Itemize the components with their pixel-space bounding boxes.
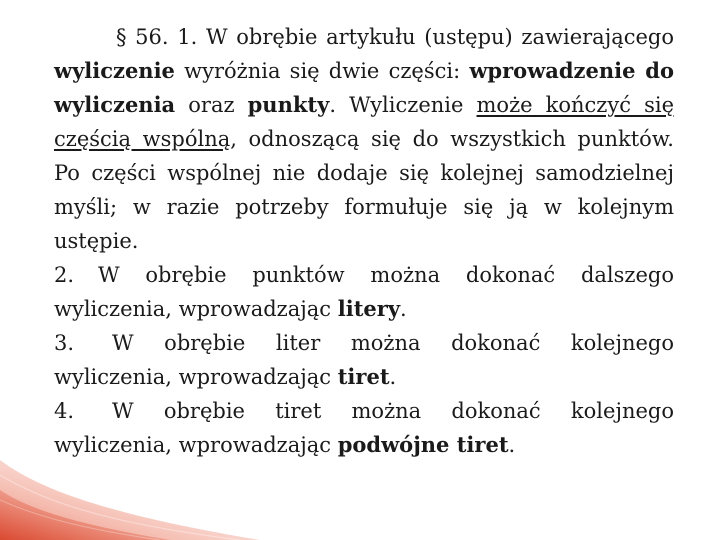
paragraph-2 bbox=[54, 258, 674, 326]
p1-lead: § 56. 1. W obrębie artykułu (ustępu) zawierającego bbox=[116, 25, 674, 49]
slide-body bbox=[54, 20, 674, 462]
term-wprowadzenie: wprowadzenie do wyliczenia bbox=[54, 58, 674, 117]
underlined-phrase: może kończyć się częścią wspólną bbox=[54, 93, 675, 151]
p3-end: . bbox=[389, 365, 397, 389]
term-podwojne-tiret: podwójne tiret bbox=[337, 432, 509, 457]
p2-text: W obrębie punktów można dokonać dalszego wyliczenia, wprowadzając bbox=[54, 263, 674, 321]
p2-end: . bbox=[400, 297, 407, 321]
p3-text: W obrębie liter można dokonać kolejnego wyliczenia, wprowadzając bbox=[54, 331, 674, 389]
p4-text: W obrębie tiret można dokonać kolejnego wyliczenia, wprowadzając bbox=[54, 399, 674, 457]
paragraph-4 bbox=[54, 394, 674, 462]
p1-mid3: . Wyliczenie bbox=[329, 93, 477, 117]
p1-tail: , odnoszącą się do wszystkich punktów. Po części wspólnej nie dodaje się kolejnej samodzielnej myśli; w razie potrzeby formułuje się ją w kolejnym ustępie. bbox=[54, 127, 674, 253]
term-tiret: tiret bbox=[337, 364, 390, 389]
p2-number: 2. bbox=[54, 263, 75, 287]
p3-number: 3. bbox=[54, 331, 75, 355]
p4-number: 4. bbox=[54, 399, 75, 423]
term-punkty: punkty bbox=[247, 92, 330, 117]
paragraph-3 bbox=[54, 326, 674, 394]
p1-mid2: oraz bbox=[175, 93, 248, 117]
paragraph-1 bbox=[54, 20, 674, 258]
p1-mid1: wyróżnia się dwie części: bbox=[174, 59, 470, 83]
term-litery: litery bbox=[337, 296, 401, 321]
p4-end: . bbox=[508, 433, 516, 457]
term-wyliczenie: wyliczenie bbox=[54, 58, 175, 83]
